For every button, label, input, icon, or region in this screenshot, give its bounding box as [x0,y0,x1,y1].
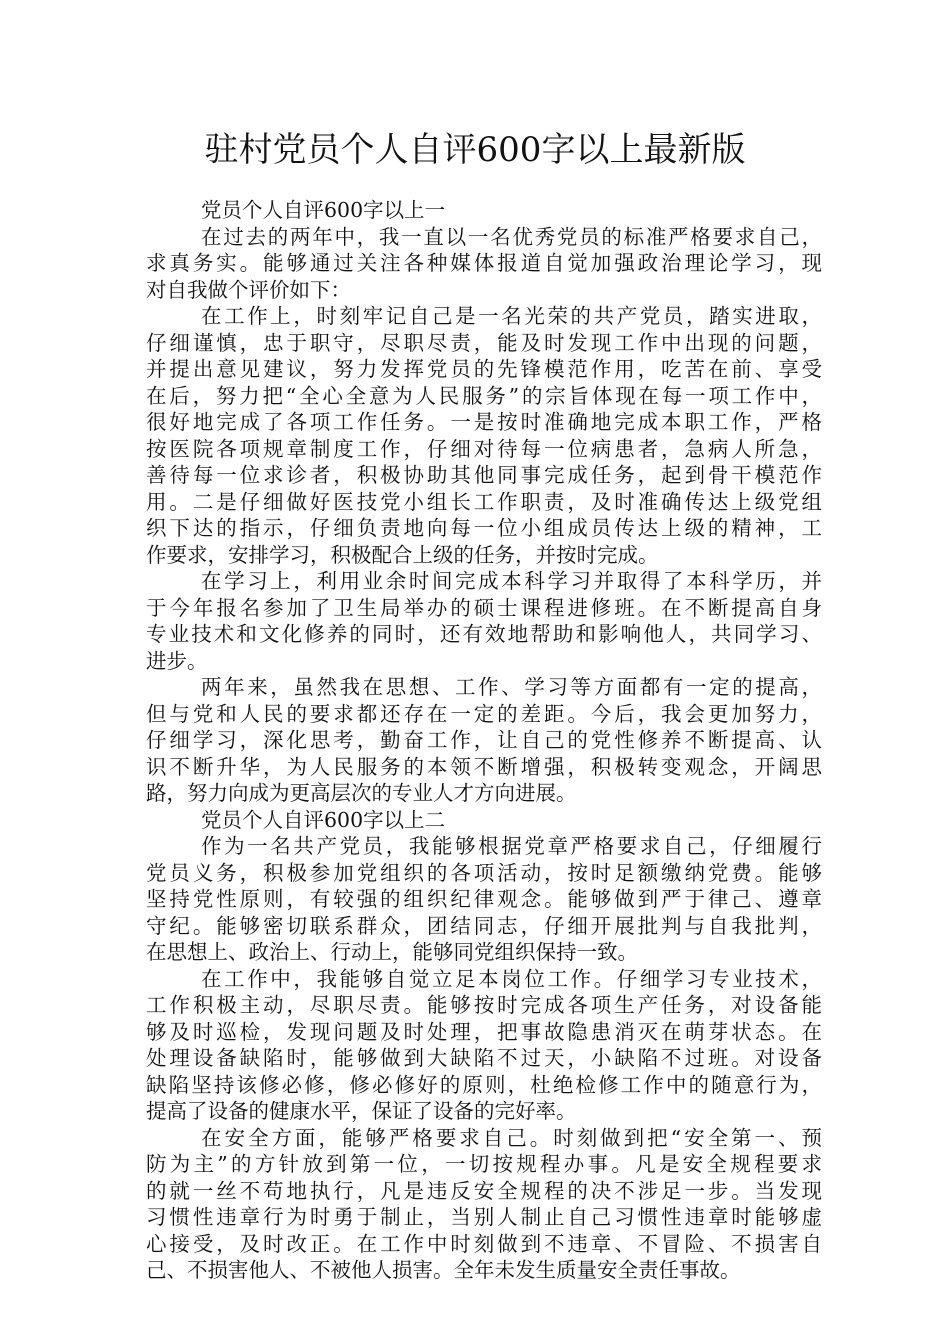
document-title: 驻村党员个人自评600字以上最新版 [204,130,746,170]
text-line: 两年来，虽然我在思想、工作、学习等方面都有一定的提高， [201,675,822,699]
text-line: 的就一丝不苟地执行，凡是违反安全规程的决不涉足一步。当发现 [146,1178,822,1203]
text-line: 提高了设备的健康水平，保证了设备的完好率。 [146,1099,577,1123]
text-line: 并提出意见建议，努力发挥党员的先锋模范作用，吃苦在前、享受 [146,357,822,381]
text-line: 在工作上，时刻牢记自己是一名光荣的共产党员，踏实进取， [201,304,822,328]
text-line: 求真务实。能够通过关注各种媒体报道自觉加强政治理论学习，现 [146,251,822,275]
text-line: 在过去的两年中，我一直以一名优秀党员的标准严格要求自己， [201,224,822,249]
document-body [146,197,822,1284]
text-line: 善待每一位求诊者，积极协助其他同事完成任务，起到骨干模范作 [146,463,822,487]
text-line: 党员义务，积极参加党组织的各项活动，按时足额缴纳党费。能够 [146,860,822,885]
text-line: 在学习上，利用业余时间完成本科学习并取得了本科学历，并 [201,569,822,593]
text-line: 缺陷坚持该修必修，修必修好的原则，杜绝检修工作中的随意行为， [146,1072,822,1097]
text-line: 对自我做个评价如下： [146,277,351,302]
text-line: 工作积极主动，尽职尽责。能够按时完成各项生产任务，对设备能 [146,993,822,1017]
text-line: 在安全方面，能够严格要求自己。时刻做到把“安全第一、预 [201,1125,822,1150]
text-line: 于今年报名参加了卫生局举办的硕士课程进修班。在不断提高自身 [146,595,822,620]
text-line: 识不断升华，为人民服务的本领不断增强，积极转变观念，开阔思 [146,754,822,779]
text-line: 在后，努力把“全心全意为人民服务”的宗旨体现在每一项工作中， [146,383,822,408]
text-line: 在思想上、政治上、行动上，能够同党组织保持一致。 [146,940,638,964]
text-line: 习惯性违章行为时勇于制止，当别人制止自己习惯性违章时能够虚 [146,1205,822,1229]
text-line: 己、不损害他人、不被他人损害。全年未发生质量安全责任事故。 [146,1258,741,1282]
text-line: 但与党和人民的要求都还存在一定的差距。今后，我会更加努力， [146,701,822,726]
text-line: 专业技术和文化修养的同时，还有效地帮助和影响他人，共同学习、 [146,622,822,646]
text-line: 在工作中，我能够自觉立足本岗位工作。仔细学习专业技术， [201,966,822,991]
text-line: 按医院各项规章制度工作，仔细对待每一位病患者，急病人所急， [146,436,822,461]
text-line: 织下达的指示，仔细负责地向每一位小组成员传达上级的精神，工 [146,516,822,540]
text-line: 用。二是仔细做好医技党小组长工作职责，及时准确传达上级党组 [146,489,822,514]
text-line: 党员个人自评600字以上一 [201,198,446,222]
text-line: 仔细谨慎，忠于职守，尽职尽责，能及时发现工作中出现的问题， [146,330,822,355]
text-line: 进步。 [146,648,208,673]
text-line: 路，努力向成为更高层次的专业人才方向进展。 [146,781,577,805]
text-line: 心接受，及时改正。在工作中时刻做到不违章、不冒险、不损害自 [146,1231,822,1256]
text-line: 够及时巡检，发现问题及时处理，把事故隐患消灭在萌芽状态。在 [146,1019,822,1044]
text-line: 防为主”的方针放到第一位，一切按规程办事。凡是安全规程要求 [146,1152,822,1176]
text-line: 守纪。能够密切联系群众，团结同志，仔细开展批判与自我批判， [146,913,822,938]
text-line: 很好地完成了各项工作任务。一是按时准确地完成本职工作，严格 [146,410,822,434]
text-line: 处理设备缺陷时，能够做到大缺陷不过天，小缺陷不过班。对设备 [146,1046,822,1070]
text-line: 坚持党性原则，有较强的组织纪律观念。能够做到严于律己、遵章 [146,887,822,911]
text-line: 党员个人自评600字以上二 [201,807,446,832]
text-line: 作要求，安排学习，积极配合上级的任务，并按时完成。 [146,542,659,567]
text-line: 作为一名共产党员，我能够根据党章严格要求自己，仔细履行 [201,834,822,858]
text-line: 仔细学习，深化思考，勤奋工作，让自己的党性修养不断提高、认 [146,728,822,752]
